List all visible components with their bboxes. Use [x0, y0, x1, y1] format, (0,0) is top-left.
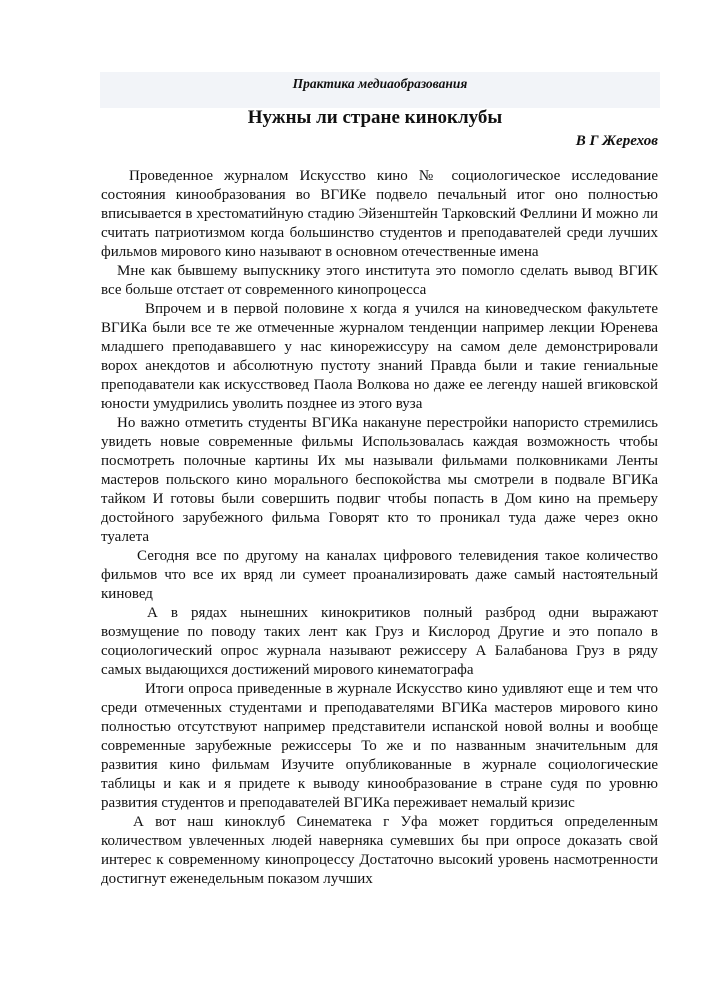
section-header — [100, 72, 660, 108]
article-body — [101, 167, 658, 889]
section-label: Практика медиаобразования — [292, 76, 468, 91]
paragraph: Но важно отметить студенты ВГИКа накануне перестройки напористо стремились увидеть новые современные фильмы Использовалась каждая возможность чтобы посмотреть полочные картины Их мы называли фильмами полковниками Ленты мастеров польского кино морального беспокойства мы смотрели в подвале ВГИКа тайком И готовы были совершить подвиг чтобы попасть в Дом кино на премьеру достойного зарубежного фильма Говорят кто то проникал туда даже через окно туалета — [101, 415, 658, 545]
article-title: Нужны ли стране киноклубы — [247, 107, 503, 128]
article-author: В Г Жерехов — [575, 133, 658, 149]
paragraph: Мне как бывшему выпускнику этого института это помогло сделать вывод ВГИК все больше отстает от современного кинопроцесса — [101, 263, 658, 298]
paragraph: А вот наш киноклуб Синематека г Уфа может гордиться определенным количеством увлеченных людей наверняка сумевших бы при опросе доказать свой интерес к современному кинопроцессу Достаточно высокий уровень насмотренности достигнут еженедельным показом лучших — [101, 814, 658, 887]
paragraph: Итоги опроса приведенные в журнале Искусство кино удивляют еще и тем что среди отмеченных студентами и преподавателями ВГИКа мастеров мирового кино полностью отсутствуют например представители испанской новой волны и вообще современные зарубежные режиссеры То же и по названным значительным для развития кино фильмам Изучите опубликованные в журнале социологические таблицы и как и я придете к выводу кинообразование в стране судя по уровню развития студентов и преподавателей ВГИКа переживает немалый кризис — [101, 681, 658, 811]
paragraph: Сегодня все по другому на каналах цифрового телевидения такое количество фильмов что все их вряд ли сумеет проанализировать даже самый настоятельный киновед — [101, 548, 658, 602]
paragraph: Впрочем и в первой половине х когда я учился на киноведческом факультете ВГИКа были все те же отмеченные журналом тенденции например лекции Юренева младшего преподававшего у нас кинорежиссуру на самом деле демонстрировали ворох анекдотов и абсолютную пустоту знаний Правда были и такие гениальные преподаватели как искусствовед Паола Волкова но даже ее легенду нашей вгиковской юности умудрились уволить позднее из этого вуза — [101, 301, 658, 412]
paragraph: А в рядах нынешних кинокритиков полный разброд одни выражают возмущение по поводу таких лент как Груз и Кислород Другие и это попало в социологический опрос журнала называют режиссеру А Балабанова Груз в ряду самых выдающихся достижений мирового кинематографа — [101, 605, 658, 678]
paragraph: Проведенное журналом Искусство кино № социологическое исследование состояния кинообразования во ВГИКе подвело печальный итог оно полностью вписывается в хрестоматийную стадию Эйзенштейн Тарковский Феллини И можно ли считать патриотизмом когда большинство студентов и преподавателей среди лучших фильмов мирового кино называют в основном отечественные имена — [101, 168, 658, 260]
